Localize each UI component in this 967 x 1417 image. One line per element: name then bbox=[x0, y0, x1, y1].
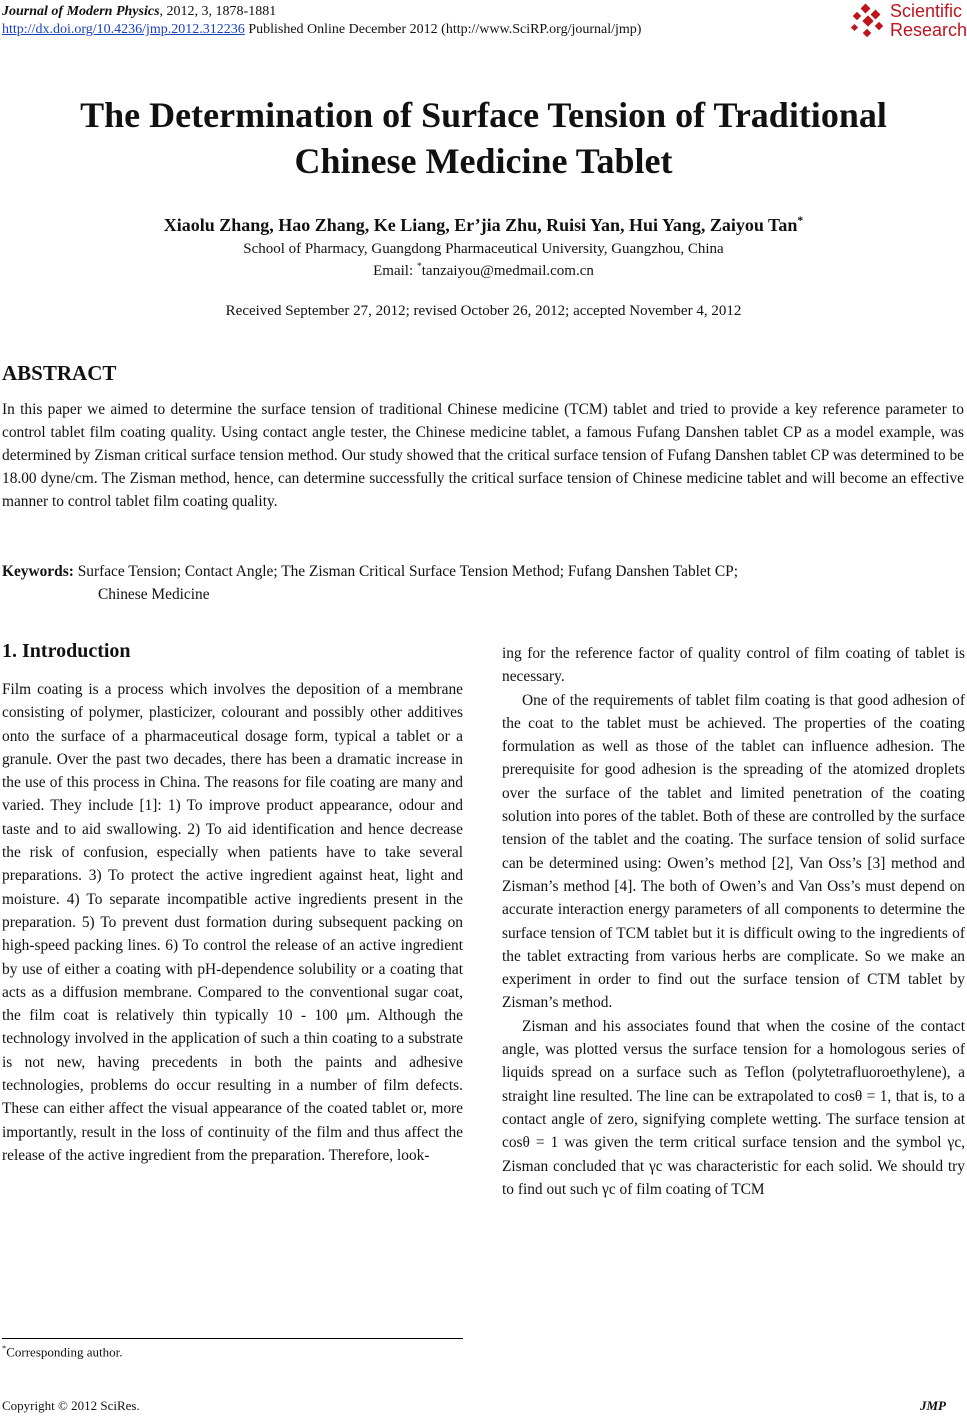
author-list: Xiaolu Zhang, Hao Zhang, Ke Liang, Er’jia Zhu, Ruisi Yan, Hui Yang, Zaiyou Tan bbox=[163, 215, 798, 235]
title-line-1: The Determination of Surface Tension of Traditional bbox=[80, 95, 887, 135]
author-mark: * bbox=[797, 214, 804, 227]
scientific-research-logo bbox=[848, 2, 966, 44]
copyright: Copyright © 2012 SciRes. bbox=[2, 1398, 140, 1413]
affiliation: School of Pharmacy, Guangdong Pharmaceutical University, Guangzhou, China bbox=[243, 241, 724, 257]
journal-header bbox=[2, 4, 276, 20]
right-column bbox=[502, 642, 965, 1201]
footnote bbox=[2, 1343, 122, 1360]
keywords-line-2: Chinese Medicine bbox=[98, 586, 210, 603]
abstract-text: In this paper we aimed to determine the surface tension of traditional Chinese medicine (TCM) tablet and tried to provide a key reference parameter to control tablet film coating quality. Using contact angle tester, the Chinese medicine tablet, a famous Fufang Danshen tablet CP as a model example, was determined by Zisman critical surface tension method. Our study showed that the critical surface tension of Fufang Danshen tablet CP was determined to be 18.00 dyne/cm. The Zisman method, hence, can determine successfully the critical surface tension of Chinese medicine tablet and will become an effective manner to control tablet film coating quality. bbox=[2, 401, 964, 510]
journal-issue: , 2012, 3, 1878-1881 bbox=[159, 4, 277, 19]
title-line-2: Chinese Medicine Tablet bbox=[294, 141, 673, 181]
keywords bbox=[2, 560, 964, 606]
footnote-divider bbox=[2, 1338, 463, 1339]
email-mark: * bbox=[416, 261, 422, 272]
keywords-label: Keywords: bbox=[2, 563, 74, 580]
authors bbox=[0, 214, 967, 236]
left-column bbox=[2, 678, 463, 1167]
doi-line bbox=[2, 22, 641, 38]
logo-text bbox=[890, 2, 967, 40]
email-label: Email: bbox=[373, 263, 417, 279]
logo-line-2: Research bbox=[890, 20, 967, 40]
published-info: Published Online December 2012 (http://www.SciRP.org/journal/jmp) bbox=[244, 22, 642, 37]
paper-title bbox=[0, 92, 967, 184]
email-line bbox=[0, 261, 967, 280]
footnote-text: Corresponding author. bbox=[6, 1344, 123, 1360]
right-paragraph-1: ing for the reference factor of quality control of film coating of tablet is necessary. bbox=[502, 645, 965, 686]
journal-name: Journal of Modern Physics bbox=[2, 4, 160, 19]
keywords-line-1: Surface Tension; Contact Angle; The Zisman Critical Surface Tension Method; Fufang Danshen Tablet CP; bbox=[77, 563, 738, 580]
journal-abbrev: JMP bbox=[920, 1398, 946, 1413]
right-paragraph-2: One of the requirements of tablet film coating is that good adhesion of the coat to the tablet must be achieved. The properties of the coating formulation as well as those of the tablet can influence adhesion. The prerequisite for good adhesion is the spreading of the atomized droplets over the surface of the tablet and limited penetration of the coating solution into pores of the tablet. Both of these are controlled by the surface tension of the tablet and the coating. The surface tension of solid surface can be determined using: Owen’s method [2], Van Oss’s [3] method and Zisman’s method [4]. The both of Owen’s and Van Oss’s must depend on accurate interaction energy parameters of all components to determine the surface tension of TCM tablet but it is difficult owing to the ingredients of the tablet extracting from various herbs are complicate. So we make an experiment in order to find out the surface tension of CTM tablet by Zisman’s method. bbox=[502, 691, 965, 1012]
footnote-mark: * bbox=[2, 1343, 7, 1353]
email-address[interactable]: tanzaiyou@medmail.com.cn bbox=[421, 263, 594, 279]
left-paragraph: Film coating is a process which involves the deposition of a membrane consisting of polymer, plasticizer, colourant and possibly other additives onto the surface of a pharmaceutical dosage form, typical a tablet or a granule. Over the past two decades, there has been a dramatic increase in the use of this process in China. The reasons for file coating are many and varied. They include [1]: 1) To improve product appearance, odour and taste and to aid swallowing. 2) To aid identification and hence decrease the risk of confusion, especially when patients have to take several preparations. 3) To protect the active ingredient against heat, light and moisture. 4) To separate incompatible active ingredients present in the preparation. 5) To prevent dust formation during subsequent packing on high-speed packing lines. 6) To control the release of an active ingredient by use of either a coating with pH-dependence solubility or a coating that acts as a diffusion membrane. Compared to the conventional sugar coat, the film coat is relatively thin typically 10 - 100 μm. Although the technology involved in the application of such a thin coating to a substrate is not new, having precedents in both the paints and adhesive technologies, problems do occur resulting in a number of film defects. These can either affect the visual appearance of the coated tablet or, more importantly, result in the loss of continuity of the film and thus affect the release of the active ingredient from the preparation. Therefore, look- bbox=[2, 681, 463, 1164]
doi-link[interactable]: http://dx.doi.org/10.4236/jmp.2012.312236 bbox=[2, 22, 245, 37]
logo-mark-icon bbox=[848, 3, 888, 43]
right-paragraph-3: Zisman and his associates found that when the cosine of the contact angle, was plotted versus the surface tension for a homologous series of liquids spread on a surface such as Teflon (polytetrafluoroethylene), a straight line resulted. The line can be extrapolated to cosθ = 1, that is, to a contact angle of zero, signifying complete wetting. The surface tension at cosθ = 1 was given the term critical surface tension and the symbol γc, Zisman concluded that γc was characteristic for each solid. We should try to find out such γc of film coating of TCM bbox=[502, 1017, 965, 1198]
logo-line-1: Scientific bbox=[890, 1, 963, 21]
received-dates: Received September 27, 2012; revised October 26, 2012; accepted November 4, 2012 bbox=[225, 303, 742, 319]
section-heading: 1. Introduction bbox=[2, 640, 131, 662]
abstract-heading: ABSTRACT bbox=[2, 361, 117, 385]
